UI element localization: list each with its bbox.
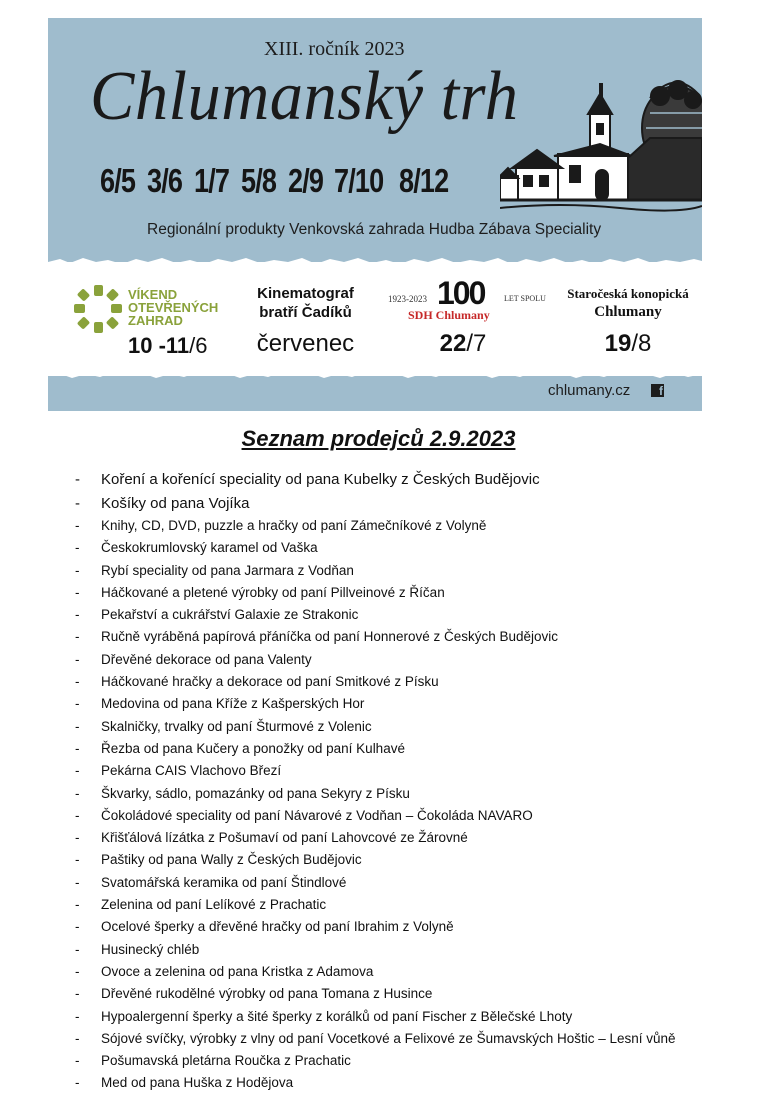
list-item: - Košíky od pana Vojíka [75, 494, 250, 512]
page-title: Seznam prodejců 2.9.2023 [241, 426, 516, 451]
list-item: - Škvarky, sádlo, pomazánky od pana Sekyry z Písku [75, 785, 410, 801]
market-date: 7/10 [334, 162, 384, 199]
torn-edge-top [48, 256, 702, 266]
cinema-date: červenec [256, 330, 355, 357]
market-date: 5/8 [240, 162, 276, 199]
list-item: - Dřevěné rukodělné výrobky od pana Tomana z Husince [75, 986, 433, 1002]
village-illustration [500, 58, 702, 218]
list-item: - Pekárna CAIS Vlachovo Březí [75, 763, 282, 779]
list-item: - Ocelové šperky a dřevěné hračky od paní Ibrahim z Volyně [75, 919, 454, 935]
list-item: - Hypoalergenní šperky a šité šperky z korálků od paní Fischer z Bělečské Lhoty [75, 1008, 573, 1024]
list-item: - Zelenina od paní Lelíkové z Prachatic [75, 897, 327, 913]
list-item: - Medovina od pana Kříže z Kašperských Hor [75, 696, 365, 712]
market-date: 8/12 [398, 162, 449, 199]
list-item: - Rybí speciality od pana Jarmara z Vodňan [75, 562, 354, 578]
fire-brigade-title: SDH Chlumany [408, 308, 490, 322]
list-item: - Paštiky od pana Wally z Českých Budějovic [75, 852, 362, 868]
list-item: - Koření a kořenící speciality od pana Kubelky z Českých Budějovic [75, 471, 540, 488]
market-date: 3/6 [146, 162, 183, 199]
list-item: - Med od pana Huška z Hodějova [75, 1075, 294, 1091]
list-item: - Řezba od pana Kučery a ponožky od paní Kulhavé [75, 740, 405, 756]
website-link[interactable]: chlumany.cz [548, 382, 631, 399]
list-item: - Ručně vyráběná papírová přáníčka od paní Honnerové z Českých Budějovic [75, 629, 559, 645]
list-item: - Háčkované hračky a dekorace od paní Smitkové z Písku [75, 674, 439, 690]
hemp-fest-date: 19/8 [604, 330, 652, 357]
event-banner [48, 18, 702, 411]
list-item: - Českokrumlovský karamel od Vaška [75, 540, 318, 556]
list-item: - Knihy, CD, DVD, puzzle a hračky od paní Zámečníkové z Volyně [75, 518, 487, 533]
list-item: - Svatomářská keramika od paní Štindlové [75, 874, 347, 890]
list-item: - Čokoládové speciality od paní Návarové z Vodňan – Čokoláda NAVARO [75, 807, 533, 823]
open-gardens-logo [74, 285, 122, 333]
list-item: - Pošumavská pletárna Roučka z Prachatic [75, 1053, 351, 1069]
open-gardens-title: VÍKEND OTEVŘENÝCH ZAHRAD [128, 287, 219, 328]
vendor-list [0, 468, 757, 1095]
edition-label: XIII. ročník 2023 [264, 38, 405, 60]
list-item: - Ovoce a zelenina od pana Kristka z Adamova [75, 963, 374, 979]
open-gardens-date: 10 -11/6 [128, 333, 208, 358]
list-item: - Husinecký chléb [75, 941, 200, 957]
torn-edge-bottom [48, 370, 702, 380]
list-item: - Dřevěné dekorace od pana Valenty [75, 651, 312, 667]
hemp-fest-title: Staročeská konopická Chlumany [567, 286, 689, 320]
market-date: 1/7 [193, 162, 229, 199]
list-item: - Pekařství a cukrářství Galaxie ze Strakonic [75, 607, 359, 623]
list-item: - Háčkované a pletené výrobky od paní Pillveinové z Říčan [75, 584, 445, 600]
list-item: - Skalničky, trvalky od paní Šturmové z Volenic [75, 718, 372, 734]
tagline: Regionální produkty Venkovská zahrada Hudba Zábava Speciality [147, 221, 602, 238]
market-date: 2/9 [287, 162, 323, 199]
fire-brigade-years: 1923-2023 [388, 294, 427, 304]
fire-brigade-tag: LET SPOLU [504, 294, 546, 303]
list-item: - Křišťálová lízátka z Pošumaví od paní Lahovcové ze Žárovné [75, 830, 468, 846]
fire-brigade-anniversary: 100 [437, 275, 485, 311]
list-item: - Sójové svíčky, výrobky z vlny od paní Vocetkové a Felixové ze Šumavských Hoštic – Lesní vůně [75, 1030, 676, 1046]
facebook-icon[interactable]: f [651, 384, 664, 397]
cinema-title: Kinematograf bratří Čadíků [257, 285, 354, 321]
market-date: 6/5 [100, 162, 136, 199]
market-dates [100, 162, 451, 200]
brand-title: Chlumanský trh [90, 58, 519, 135]
fire-brigade-date: 22/7 [439, 330, 487, 357]
